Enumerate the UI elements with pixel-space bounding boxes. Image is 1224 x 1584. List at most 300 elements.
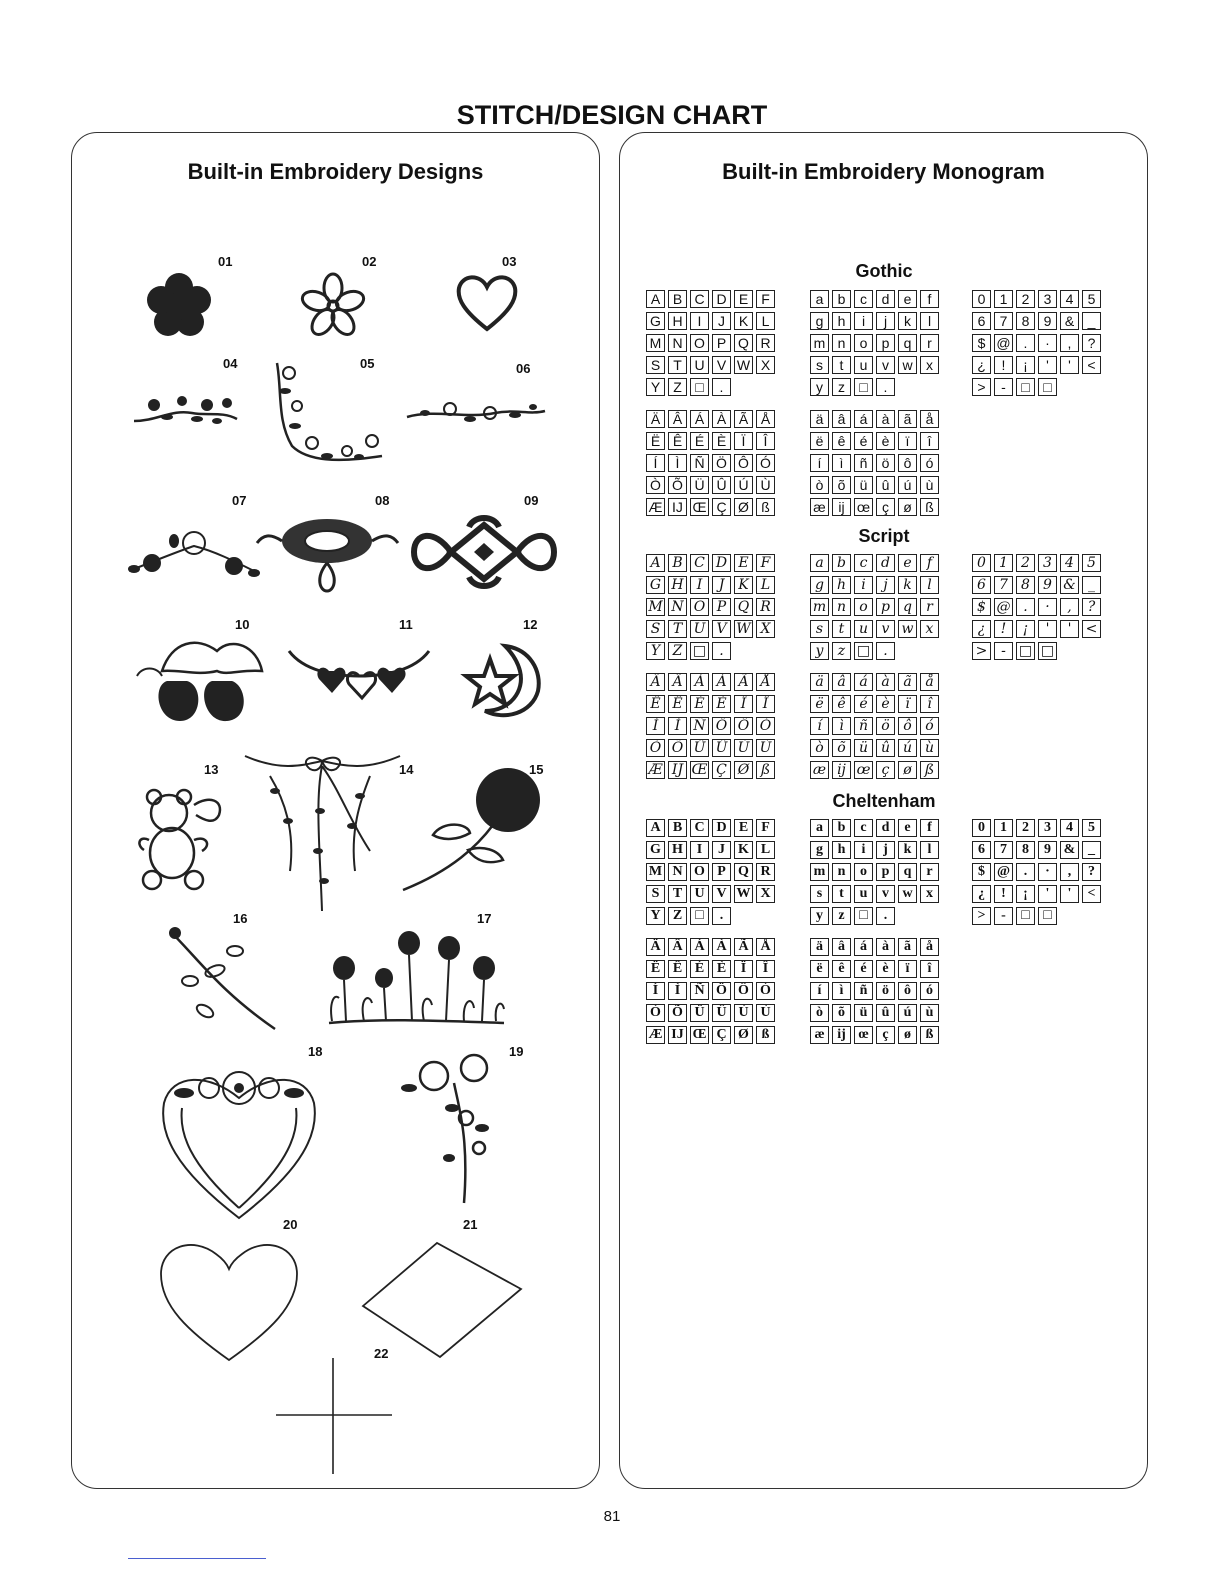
character-key: Z [668, 378, 687, 396]
key-row [972, 841, 1104, 862]
celtic-knot-design [409, 513, 559, 591]
character-key: N [668, 334, 687, 352]
character-key: Ï [734, 432, 753, 450]
character-key: Ã [734, 673, 753, 691]
character-key: d [876, 819, 895, 837]
key-row [810, 982, 942, 1003]
character-key: N [668, 598, 687, 616]
key-row [810, 554, 942, 575]
character-key: IJ [668, 1026, 687, 1044]
character-key: X [756, 885, 775, 903]
key-row [646, 620, 778, 641]
character-key: S [646, 356, 665, 374]
key-row [810, 454, 942, 475]
character-key: Î [756, 960, 775, 978]
character-key: M [646, 334, 665, 352]
character-key: C [690, 290, 709, 308]
character-key: v [876, 885, 895, 903]
character-key: ã [898, 938, 917, 956]
character-key: è [876, 960, 895, 978]
character-key: l [920, 576, 939, 594]
character-key: E [734, 819, 753, 837]
design-number: 02 [362, 254, 377, 269]
character-key: W [734, 356, 753, 374]
character-key: V [712, 356, 731, 374]
character-key: û [876, 476, 895, 494]
character-key: û [876, 1004, 895, 1022]
cheltenham-uppercase-grid [646, 819, 778, 929]
key-row [972, 863, 1104, 884]
key-row [810, 498, 942, 519]
character-key: Ë [646, 695, 665, 713]
design-number: 05 [360, 356, 375, 371]
character-key: Ê [668, 960, 687, 978]
key-row [646, 410, 778, 431]
character-key: á [854, 673, 873, 691]
key-row [810, 576, 942, 597]
character-key: O [690, 863, 709, 881]
character-key: Y [646, 642, 665, 660]
character-key: x [920, 885, 939, 903]
character-key: q [898, 598, 917, 616]
character-key: 6 [972, 576, 991, 594]
key-row [646, 334, 778, 355]
key-row [810, 290, 942, 311]
character-key: · [1038, 863, 1057, 881]
character-key: p [876, 334, 895, 352]
character-key: r [920, 334, 939, 352]
character-key: J [712, 312, 731, 330]
character-key: F [756, 290, 775, 308]
key-row [646, 960, 778, 981]
key-row [646, 598, 778, 619]
character-key: Ì [668, 454, 687, 472]
script-symbols-grid [972, 554, 1104, 664]
character-key: y [810, 378, 829, 396]
key-row [810, 356, 942, 377]
character-key: G [646, 576, 665, 594]
character-key: É [690, 432, 709, 450]
character-key: Ä [646, 938, 665, 956]
character-key: Ç [712, 1026, 731, 1044]
character-key: T [668, 356, 687, 374]
character-key: Â [668, 938, 687, 956]
character-key: z [832, 907, 851, 925]
character-key: b [832, 554, 851, 572]
character-key: _ [1082, 312, 1101, 330]
character-key: 5 [1082, 819, 1101, 837]
character-key: @ [994, 598, 1013, 616]
character-key: o [854, 598, 873, 616]
character-key: Æ [646, 498, 665, 516]
character-key: c [854, 290, 873, 308]
character-key: Œ [691, 762, 708, 778]
character-key: g [810, 841, 829, 859]
character-key: ø [898, 1026, 917, 1044]
character-key: i [854, 841, 873, 859]
character-key: ó [920, 454, 939, 472]
embroidery-designs-panel [71, 132, 600, 1489]
character-key: Â [668, 410, 687, 428]
character-key: ß [920, 498, 939, 516]
character-key: L [756, 841, 775, 859]
design-number: 17 [477, 911, 492, 926]
character-key: ß [756, 761, 775, 779]
character-key: _ [1082, 841, 1101, 859]
character-key: í [810, 982, 829, 1000]
character-key: j [876, 841, 895, 859]
character-key: 0 [972, 554, 991, 572]
character-key: z [832, 378, 851, 396]
character-key: Ó [756, 454, 775, 472]
character-key: k [898, 841, 917, 859]
key-row [646, 498, 778, 519]
key-row [972, 290, 1104, 311]
character-key: > [972, 642, 991, 660]
monogram-panel [619, 132, 1148, 1489]
character-key: d [876, 290, 895, 308]
character-key: ì [832, 454, 851, 472]
character-key: ij [832, 761, 851, 779]
character-key: ì [832, 982, 851, 1000]
character-key: s [810, 356, 829, 374]
character-key: 8 [1016, 576, 1035, 594]
character-key: s [810, 620, 829, 638]
character-key: g [810, 312, 829, 330]
character-key: · [1038, 598, 1057, 616]
key-row [646, 356, 778, 377]
gothic-accent-lower-grid [810, 410, 942, 520]
character-key: □ [690, 907, 709, 925]
heart-large-outline [158, 1236, 300, 1364]
character-key: □ [854, 642, 873, 660]
key-row [646, 982, 778, 1003]
key-row [646, 312, 778, 333]
character-key: 9 [1038, 312, 1057, 330]
character-key: q [898, 863, 917, 881]
character-key: Q [734, 598, 753, 616]
character-key: à [876, 673, 895, 691]
character-key: 2 [1016, 554, 1035, 572]
character-key: I [690, 841, 709, 859]
key-row [646, 761, 778, 782]
character-key: æ [810, 761, 829, 779]
character-key: Ù [756, 739, 775, 757]
key-row [646, 673, 778, 694]
design-number: 14 [399, 762, 414, 777]
character-key: à [876, 938, 895, 956]
character-key: Ñ [690, 454, 709, 472]
key-row [810, 620, 942, 641]
design-number: 06 [516, 361, 531, 376]
character-key: < [1082, 620, 1101, 638]
character-key: 5 [1082, 554, 1101, 572]
character-key: ¿ [972, 885, 991, 903]
rose-stem-design [398, 765, 553, 895]
character-key: ö [876, 982, 895, 1000]
character-key: 8 [1016, 312, 1035, 330]
character-key: o [854, 863, 873, 881]
character-key: > [972, 378, 991, 396]
script-lowercase-grid [810, 554, 942, 664]
character-key: 5 [1082, 290, 1101, 308]
character-key: H [668, 312, 687, 330]
key-row [646, 717, 778, 738]
character-key: l [920, 312, 939, 330]
key-row [646, 938, 778, 959]
key-row [972, 576, 1104, 597]
character-key: Î [756, 432, 775, 450]
character-key: E [734, 290, 753, 308]
character-key: I [690, 576, 709, 594]
character-key: Z [668, 642, 687, 660]
character-key: D [712, 554, 731, 572]
cheltenham-lowercase-grid [810, 819, 942, 929]
character-key: u [854, 620, 873, 638]
character-key: n [832, 334, 851, 352]
character-key: ' [1060, 620, 1079, 638]
key-row [646, 695, 778, 716]
key-row [646, 454, 778, 475]
character-key: Œ [690, 498, 709, 516]
character-key: □ [1038, 378, 1057, 396]
character-key: Õ [668, 1004, 687, 1022]
heart-flowers-design [154, 1053, 329, 1223]
key-row [646, 378, 778, 399]
character-key: Œ [690, 1026, 709, 1044]
character-key: v [876, 356, 895, 374]
key-row [646, 1004, 778, 1025]
character-key: ß [756, 498, 775, 516]
character-key: V [712, 620, 731, 638]
character-key: q [898, 334, 917, 352]
character-key: Ø [734, 498, 753, 516]
character-key: , [1060, 598, 1079, 616]
character-key: o [854, 334, 873, 352]
character-key: m [810, 334, 829, 352]
character-key: Ë [646, 432, 665, 450]
character-key: ? [1082, 863, 1101, 881]
character-key: e [898, 554, 917, 572]
character-key: . [876, 378, 895, 396]
key-row [972, 620, 1104, 641]
character-key: IJ [668, 761, 687, 779]
character-key: Ã [734, 410, 753, 428]
character-key: ? [1082, 598, 1101, 616]
character-key: Ù [756, 476, 775, 494]
character-key: ó [920, 717, 939, 735]
character-key: 7 [994, 312, 1013, 330]
character-key: à [876, 410, 895, 428]
key-row [646, 907, 778, 928]
character-key: b [832, 819, 851, 837]
character-key: ß [756, 1026, 775, 1044]
key-row [810, 598, 942, 619]
design-number: 03 [502, 254, 517, 269]
footer-underline [128, 1558, 266, 1559]
character-key: ü [854, 739, 873, 757]
key-row [972, 598, 1104, 619]
character-key: Ù [756, 1004, 775, 1022]
character-key: œ [854, 1026, 873, 1044]
character-key: è [876, 432, 895, 450]
character-key: A [646, 290, 665, 308]
character-key: M [646, 598, 665, 616]
character-key: Ä [646, 673, 665, 691]
character-key: □ [1038, 642, 1057, 660]
character-key: Í [646, 454, 665, 472]
character-key: r [920, 863, 939, 881]
character-key: i [854, 576, 873, 594]
character-key: ñ [854, 454, 873, 472]
character-key: M [646, 863, 665, 881]
character-key: Ì [668, 717, 687, 735]
key-row [810, 378, 942, 399]
character-key: È [712, 432, 731, 450]
character-key: - [994, 907, 1013, 925]
character-key: f [920, 554, 939, 572]
character-key: k [898, 576, 917, 594]
character-key: n [832, 863, 851, 881]
cheltenham-accent-lower-grid [810, 938, 942, 1048]
character-key: Ì [668, 982, 687, 1000]
character-key: ' [1060, 356, 1079, 374]
character-key: Ç [712, 498, 731, 516]
design-number: 12 [523, 617, 538, 632]
floral-vine-design [132, 391, 242, 436]
script-accent-lower-grid [810, 673, 942, 783]
design-number: 01 [218, 254, 233, 269]
character-key: Æ [646, 761, 665, 779]
character-key: ' [1038, 885, 1057, 903]
hearts-banner-design [284, 641, 434, 706]
character-key: F [756, 554, 775, 572]
design-number: 18 [308, 1044, 323, 1059]
design-number: 11 [399, 617, 413, 632]
character-key: 3 [1038, 819, 1057, 837]
character-key: ö [876, 454, 895, 472]
character-key: á [854, 410, 873, 428]
character-key: P [712, 334, 731, 352]
character-key: K [734, 841, 753, 859]
character-key: h [832, 576, 851, 594]
key-row [972, 885, 1104, 906]
character-key: z [832, 642, 851, 660]
cheltenham-symbols-grid [972, 819, 1104, 929]
character-key: ß [920, 1026, 939, 1044]
character-key: Ê [668, 432, 687, 450]
font-title-script: Script [858, 526, 910, 546]
character-key: ¿ [972, 620, 991, 638]
key-row [972, 554, 1104, 575]
character-key: C [690, 554, 709, 572]
character-key: Ä [646, 410, 665, 428]
character-key: ê [832, 695, 851, 713]
character-key: @ [994, 334, 1013, 352]
character-key: 7 [994, 841, 1013, 859]
character-key: ' [1038, 620, 1057, 638]
character-key: Ø [734, 1026, 753, 1044]
strawberries-design [132, 631, 272, 726]
gothic-symbols-grid [972, 290, 1104, 400]
character-key: ç [876, 761, 895, 779]
character-key: A [646, 554, 665, 572]
character-key: > [972, 907, 991, 925]
key-row [810, 673, 942, 694]
character-key: Z [668, 907, 687, 925]
character-key: Å [756, 673, 775, 691]
character-key: Å [756, 938, 775, 956]
character-key: W [734, 885, 753, 903]
character-key: ä [810, 938, 829, 956]
character-key: P [712, 598, 731, 616]
gothic-lowercase-grid [810, 290, 942, 400]
character-key: H [668, 576, 687, 594]
design-number: 22 [374, 1346, 389, 1361]
character-key: B [668, 554, 687, 572]
ornate-flower-design [255, 513, 400, 593]
character-key: Ø [734, 761, 753, 779]
character-key: Y [646, 378, 665, 396]
character-key: . [712, 907, 731, 925]
character-key: t [832, 620, 851, 638]
character-key: □ [1016, 907, 1035, 925]
character-key: À [712, 938, 731, 956]
character-key: 9 [1038, 576, 1057, 594]
character-key: S [646, 620, 665, 638]
character-key: □ [854, 907, 873, 925]
character-key: & [1060, 312, 1079, 330]
character-key: Ö [712, 717, 731, 735]
character-key: D [712, 290, 731, 308]
character-key: O [690, 598, 709, 616]
design-number: 16 [233, 911, 248, 926]
character-key: Û [712, 476, 731, 494]
character-key: Ú [734, 476, 753, 494]
character-key: ! [994, 620, 1013, 638]
character-key: u [854, 356, 873, 374]
character-key: ü [854, 476, 873, 494]
character-key: ø [898, 498, 917, 516]
character-key: Á [690, 938, 709, 956]
character-key: s [810, 885, 829, 903]
character-key: Õ [668, 739, 687, 757]
character-key: R [756, 334, 775, 352]
key-row [646, 554, 778, 575]
character-key: < [1082, 885, 1101, 903]
character-key: · [1038, 334, 1057, 352]
font-title-cheltenham: Cheltenham [832, 791, 936, 811]
character-key: 9 [1038, 841, 1057, 859]
character-key: í [810, 717, 829, 735]
character-key: A [646, 819, 665, 837]
key-row [810, 1026, 942, 1047]
character-key: - [994, 642, 1013, 660]
character-key: ï [898, 695, 917, 713]
character-key: ij [832, 498, 851, 516]
character-key: ' [1038, 356, 1057, 374]
character-key: B [668, 290, 687, 308]
character-key: Ö [712, 454, 731, 472]
character-key: À [712, 673, 731, 691]
character-key: Ô [734, 982, 753, 1000]
character-key: y [810, 907, 829, 925]
gothic-uppercase-grid [646, 290, 778, 400]
character-key: È [712, 960, 731, 978]
key-row [810, 410, 942, 431]
character-key: R [756, 598, 775, 616]
key-row [646, 819, 778, 840]
